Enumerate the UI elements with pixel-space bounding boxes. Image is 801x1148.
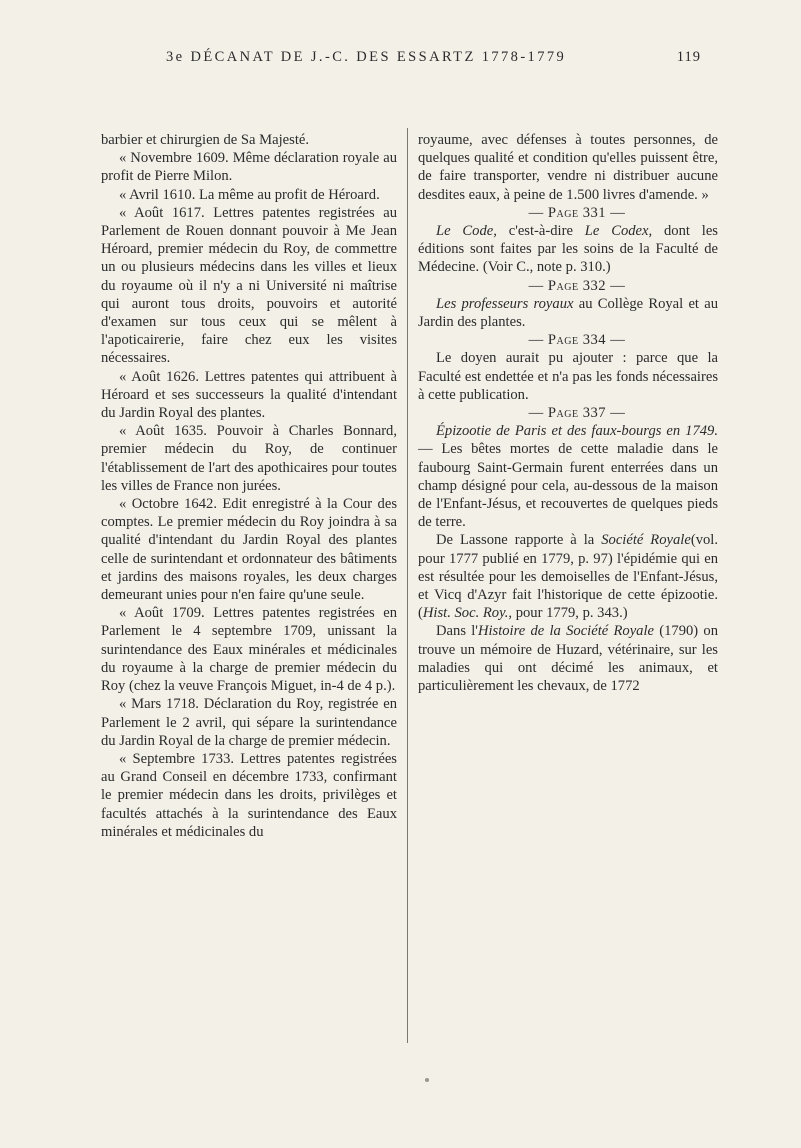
paragraph: Épizootie de Paris et des faux-bourgs en 1749. — Les bêtes mortes de cette maladie dans le faubourg Saint-Germain furent enterrées dans un champ désigné pour cela, au-dessous de la maison de l'Enfant-Jésus, et recouvertes de quelques pieds de terre. <box>418 423 718 531</box>
italic-title: Le Code, <box>436 223 497 240</box>
italic-title: Le Codex, <box>584 223 653 240</box>
paragraph: « Août 1617. Lettres patentes registrées au Parlement de Rouen donnant pouvoir à Me Jean Héroard, premier médecin du Roy, de commettre un ou plusieurs médecins dans les villes et lieux du royaume où il n'y a ni Université ni maîtrise qui auront tous droits, pouvoirs et autorité d'examen sur tous ceux qui se mêlent à l'apoticairerie, faire chez eux les visites nécessaires. <box>101 204 397 367</box>
paragraph: « Avril 1610. La même au profit de Héroard. <box>119 186 380 203</box>
page-reference-heading: — Page 334 — <box>528 332 626 349</box>
running-title: 3e DÉCANAT DE J.-C. DES ESSARTZ 1778-1779 <box>166 49 567 65</box>
paragraph: barbier et chirurgien de Sa Majesté. <box>101 132 310 148</box>
right-column <box>418 131 718 695</box>
page-reference-heading: — Page 332 — <box>528 277 626 294</box>
paragraph: « Novembre 1609. Même déclaration royale au profit de Pierre Milon. <box>101 150 397 185</box>
paragraph: De Lassone rapporte à la Société Royale(vol. pour 1777 publié en 1779, p. 97) l'épidémie qui en est résultée pour les demoiselles de l'Enfant-Jésus, et Vicq d'Azyr fait l'historique de cette épizootie. (Hist. Soc. Roy., pour 1779, p. 343.) <box>418 532 718 622</box>
left-column <box>101 131 397 841</box>
paragraph: « Octobre 1642. Edit enregistré à la Cour des comptes. Le premier médecin du Roy joindra à sa qualité d'intendant du Jardin Royal des plantes celle de surintendant et ordonnateur des bâtiments et jardins des maisons royales, les deux charges demeurant unies pour n'en faire qu'une seule. <box>101 496 397 604</box>
italic-title: Épizootie de Paris et des faux-bourgs en 1749. <box>436 423 718 440</box>
paragraph: « Août 1635. Pouvoir à Charles Bonnard, premier médecin du Roy, de continuer l'établissement de l'art des apothicaires pour toutes les villes de France non jurées. <box>101 423 397 494</box>
italic-title: Histoire de la Société Royale <box>477 623 654 640</box>
paragraph: « Août 1626. Lettres patentes qui attribuent à Héroard et ses successeurs la qualité d'intendant du Jardin Royal des plantes. <box>101 368 397 422</box>
page-reference-heading: — Page 337 — <box>528 405 626 422</box>
paragraph: Dans l'Histoire de la Société Royale (1790) on trouve un mémoire de Huzard, vétérinaire, sur les maladies qui ont décimé les animaux, et particulièrement les chevaux, de 1772 <box>418 623 718 695</box>
page-number: 119 <box>676 49 701 65</box>
print-speck <box>425 1078 429 1082</box>
paragraph: Le Code, c'est-à-dire Le Codex, dont les éditions sont faites par les soins de la Faculté de Médecine. (Voir C., note p. 310.) <box>418 223 718 276</box>
column-divider <box>407 128 408 1043</box>
page-reference-heading: — Page 331 — <box>528 204 626 221</box>
italic-title: Hist. Soc. Roy. <box>422 605 509 622</box>
paragraph: Le doyen aurait pu ajouter : parce que la Faculté est endettée et n'a pas les fonds nécessaires à cette publication. <box>418 350 718 403</box>
italic-title: Les professeurs royaux <box>436 295 574 312</box>
paragraph: royaume, avec défenses à toutes personnes, de quelques qualité et condition qu'elles puissent être, de faire transporter, vendre ni distribuer aucune desdites eaux, à peine de 1.500 livres d'amende. » <box>418 132 718 203</box>
paragraph: « Mars 1718. Déclaration du Roy, registrée en Parlement le 2 avril, qui sépare la surintendance du Jardin Royal de la charge de premier médecin. <box>101 696 397 749</box>
italic-title: Société Royale <box>601 532 691 549</box>
paragraph: « Août 1709. Lettres patentes registrées en Parlement le 4 septembre 1709, unissant la surintendance des Eaux minérales et médicinales du royaume à la charge de premier médecin du Roy (chez la veuve François Miguet, in-4 de 4 p.). <box>101 605 397 695</box>
paragraph: « Septembre 1733. Lettres patentes registrées au Grand Conseil en décembre 1733, confirmant le premier médecin dans les droits, privilèges et facultés attachés à la surintendance des Eaux minérales et médicinales du <box>101 750 397 840</box>
paragraph: Les professeurs royaux au Collège Royal et au Jardin des plantes. <box>418 295 718 331</box>
